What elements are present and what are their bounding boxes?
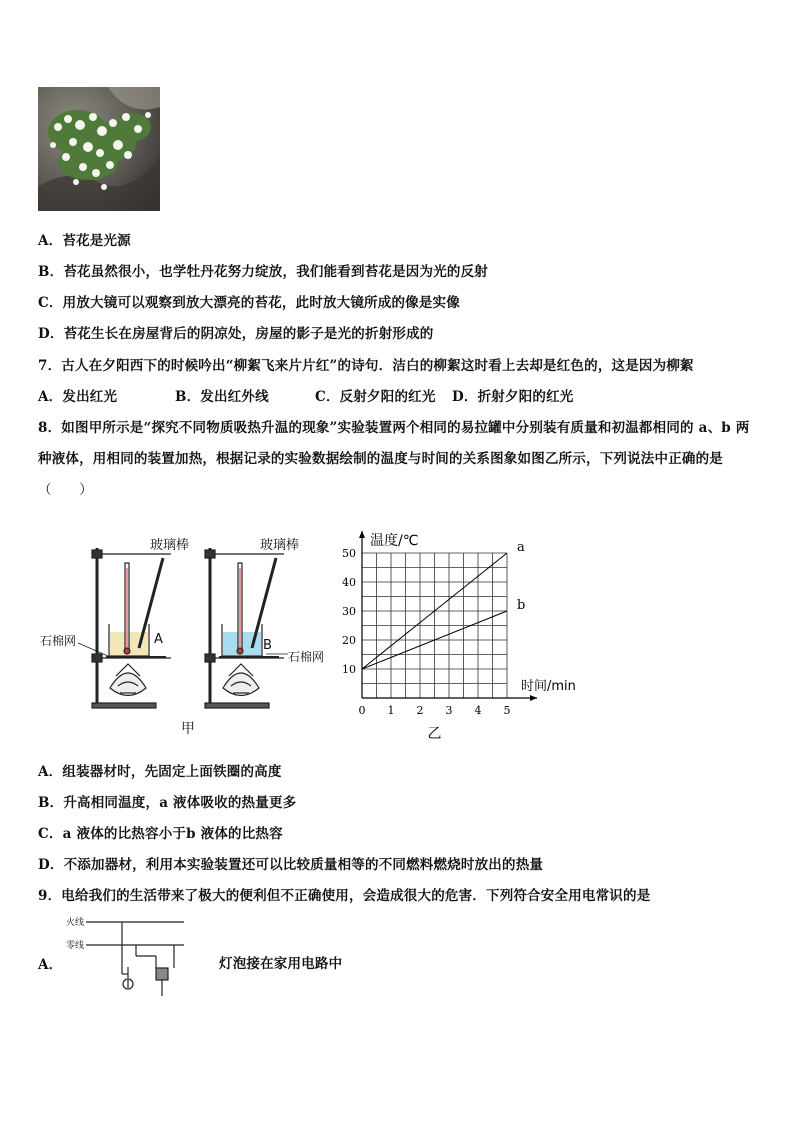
q8-option-d[interactable]: D．不添加器材，利用本实验装置还可以比较质量相等的不同燃料燃烧时放出的热量	[38, 857, 544, 873]
q9-stem: 9．电给我们的生活带来了极大的便利但不正确使用，会造成很大的危害．下列符合安全用电常识的是	[38, 888, 651, 904]
label-asbestos-net: 石棉网	[40, 634, 77, 648]
figure-yi-chart	[336, 520, 616, 740]
q8-stem-line3: （ ）	[38, 482, 93, 498]
option-text: 苔花生长在房屋背后的阴凉处，房屋的影子是光的折射形成的	[63, 326, 434, 342]
q7-option-c[interactable]: C．反射夕阳的红光	[315, 389, 436, 405]
x-tick-label: 3	[445, 704, 453, 717]
option-letter: D．	[38, 326, 64, 342]
label-glass-rod: 玻璃棒	[150, 538, 190, 553]
q6-option-a[interactable]	[38, 229, 131, 249]
option-text: 苔花是光源	[62, 233, 131, 249]
x-tick-label: 0	[358, 704, 366, 717]
q8-option-a[interactable]: A．组装器材时，先固定上面铁圈的高度	[38, 764, 282, 780]
figure-jia-caption: 甲	[181, 721, 195, 737]
q6-option-b[interactable]	[38, 260, 488, 280]
series-label-a: a	[517, 540, 525, 555]
option-letter: B．	[38, 264, 64, 280]
y-tick-label: 40	[342, 576, 356, 589]
chart-svg	[336, 520, 616, 740]
y-axis-arrow	[359, 531, 365, 538]
q9-option-a-text: 灯泡接在家用电路中	[219, 956, 343, 972]
label-asbestos-net: 石棉网	[288, 650, 325, 664]
beaker-a-label: A	[154, 632, 163, 647]
y-axis-title: 温度/℃	[370, 533, 419, 549]
figure-jia-apparatus	[36, 528, 336, 738]
x-tick-label: 4	[474, 704, 482, 717]
q8-option-c[interactable]: C．a 液体的比热容小于b 液体的比热容	[38, 826, 283, 842]
q6-option-c[interactable]	[38, 291, 460, 311]
q8-option-b[interactable]: B．升高相同温度，a 液体吸收的热量更多	[38, 795, 297, 811]
q9-option-a-letter[interactable]: A．	[38, 957, 63, 973]
q7-option-d[interactable]: D．折射夕阳的红光	[452, 389, 574, 405]
x-tick-label: 2	[416, 704, 424, 717]
q7-option-a[interactable]: A．发出红光	[38, 389, 118, 405]
y-tick-label: 10	[342, 663, 356, 676]
option-letter: A．	[38, 233, 63, 249]
x-axis-title: 时间/min	[521, 679, 576, 694]
q8-stem-line1: 8．如图甲所示是“探究不同物质吸热升温的现象”实验装置两个相同的易拉罐中分别装有质量和初温都相同的 a、b 两	[38, 420, 750, 436]
option-letter: C．	[38, 295, 63, 311]
household-circuit-diagram	[64, 912, 194, 1002]
beaker-b-label: B	[263, 638, 272, 653]
chart-caption: 乙	[427, 726, 442, 740]
y-tick-label: 30	[342, 605, 356, 618]
x-axis-arrow	[530, 695, 537, 701]
x-tick-label: 1	[387, 704, 395, 717]
x-tick-label: 5	[503, 704, 511, 717]
y-tick-label: 20	[342, 634, 356, 647]
label-glass-rod: 玻璃棒	[260, 538, 300, 553]
neutral-wire-label: 零线	[66, 941, 85, 951]
q8-stem-line2: 种液体，用相同的装置加热，根据记录的实验数据绘制的温度与时间的关系图象如图乙所示，下列说法中正确的是	[38, 451, 723, 467]
live-wire-label: 火线	[66, 918, 85, 928]
y-tick-label: 50	[342, 547, 356, 560]
option-text: 用放大镜可以观察到放大漂亮的苔花，此时放大镜所成的像是实像	[62, 295, 460, 311]
q7-stem: 7．古人在夕阳西下的时候吟出“柳絮飞来片片红”的诗句．洁白的柳絮这时看上去却是红色的，这是因为柳絮	[38, 358, 694, 374]
option-text: 苔花虽然很小，也学牡丹花努力绽放，我们能看到苔花是因为光的反射	[63, 264, 489, 280]
q6-option-d[interactable]	[38, 322, 434, 342]
moss-flower-photo	[38, 87, 160, 211]
q7-option-b[interactable]: B．发出红外线	[175, 389, 269, 405]
series-label-b: b	[517, 598, 526, 613]
